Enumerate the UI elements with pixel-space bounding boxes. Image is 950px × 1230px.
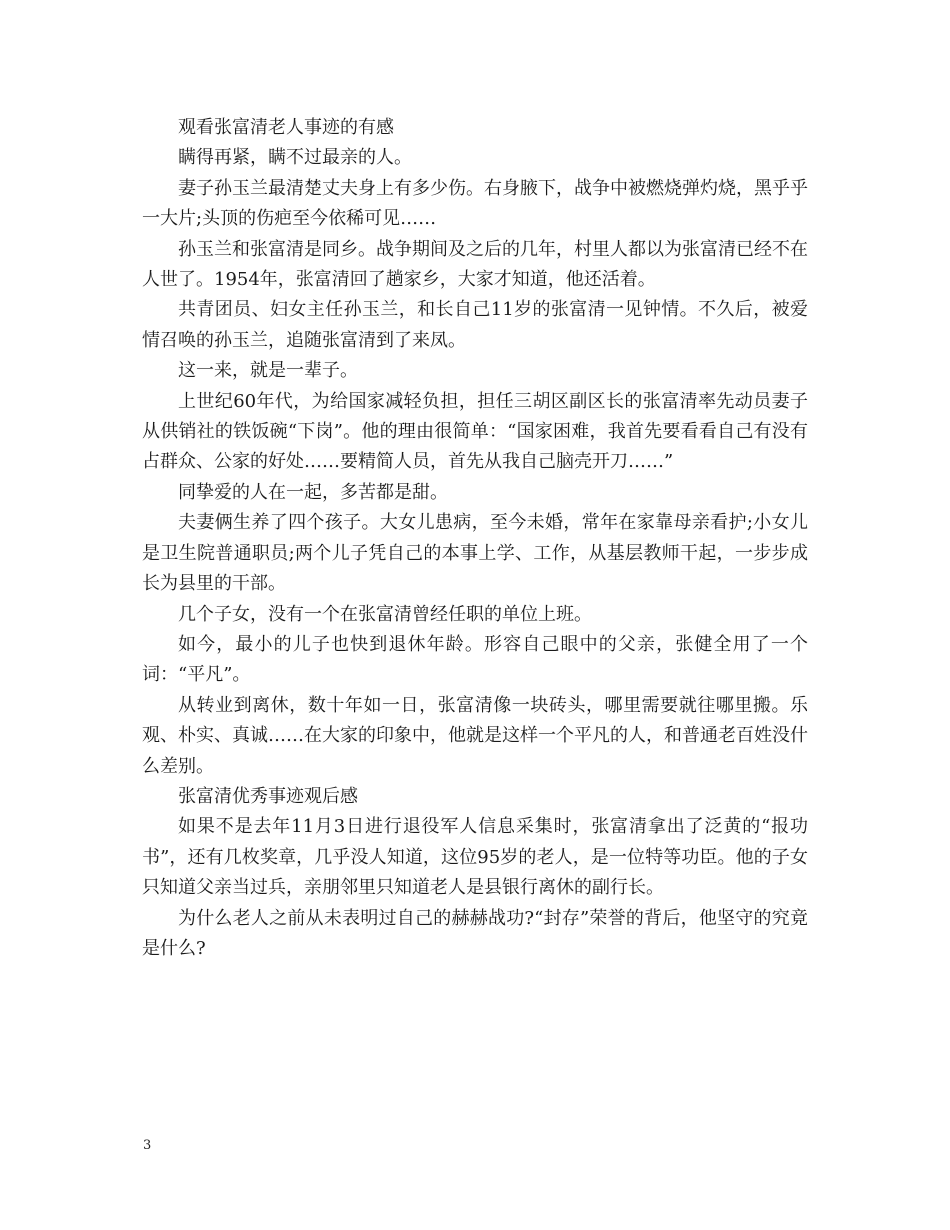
paragraph: 孙玉兰和张富清是同乡。战争期间及之后的几年，村里人都以为张富清已经不在人世了。1954年，张富清回了趟家乡，大家才知道，他还活着。: [142, 238, 808, 291]
paragraph: 如今，最小的儿子也快到退休年龄。形容自己眼中的父亲，张健全用了一个词：“平凡”。: [142, 633, 808, 686]
paragraph: 妻子孙玉兰最清楚丈夫身上有多少伤。右身腋下，战争中被燃烧弹灼烧，黑乎乎一大片;头顶的伤疤至今依稀可见……: [142, 177, 808, 230]
paragraph: 几个子女，没有一个在张富清曾经任职的单位上班。: [178, 603, 592, 625]
document-body: [142, 113, 808, 964]
paragraph: 共青团员、妇女主任孙玉兰，和长自己11岁的张富清一见钟情。不久后，被爱情召唤的孙玉兰，追随张富清到了来凤。: [142, 299, 808, 351]
paragraph: 夫妻俩生养了四个孩子。大女儿患病，至今未婚，常年在家靠母亲看护;小女儿是卫生院普通职员;两个儿子凭自己的本事上学、工作，从基层教师干起，一步步成长为县里的干部。: [142, 512, 808, 595]
page-number: 3: [143, 1138, 152, 1153]
paragraph: 这一来，就是一辈子。: [178, 360, 358, 382]
paragraph-title-1: 观看张富清老人事迹的有感: [178, 117, 394, 138]
paragraph: 瞒得再紧，瞒不过最亲的人。: [178, 147, 412, 169]
paragraph-title-2: 张富清优秀事迹观后感: [178, 785, 358, 807]
paragraph: 同挚爱的人在一起，多苦都是甜。: [178, 481, 448, 503]
paragraph: 从转业到离休，数十年如一日，张富清像一块砖头，哪里需要就往哪里搬。乐观、朴实、真诚……在大家的印象中，他就是这样一个平凡的人，和普通老百姓没什么差别。: [142, 694, 808, 777]
paragraph: 如果不是去年11月3日进行退役军人信息采集时，张富清拿出了泛黄的“报功书”，还有几枚奖章，几乎没人知道，这位95岁的老人，是一位特等功臣。他的子女只知道父亲当过兵，亲朋邻里只知道老人是县银行离休的副行长。: [142, 816, 808, 899]
paragraph: 上世纪60年代，为给国家减轻负担，担任三胡区副区长的张富清率先动员妻子从供销社的铁饭碗“下岗”。他的理由很简单：“国家困难，我首先要看看自己有没有占群众、公家的好处……要精简人员，首先从我自己脑壳开刀……”: [142, 390, 808, 473]
paragraph: 为什么老人之前从未表明过自己的赫赫战功?“封存”荣誉的背后，他坚守的究竟是什么?: [142, 907, 808, 959]
